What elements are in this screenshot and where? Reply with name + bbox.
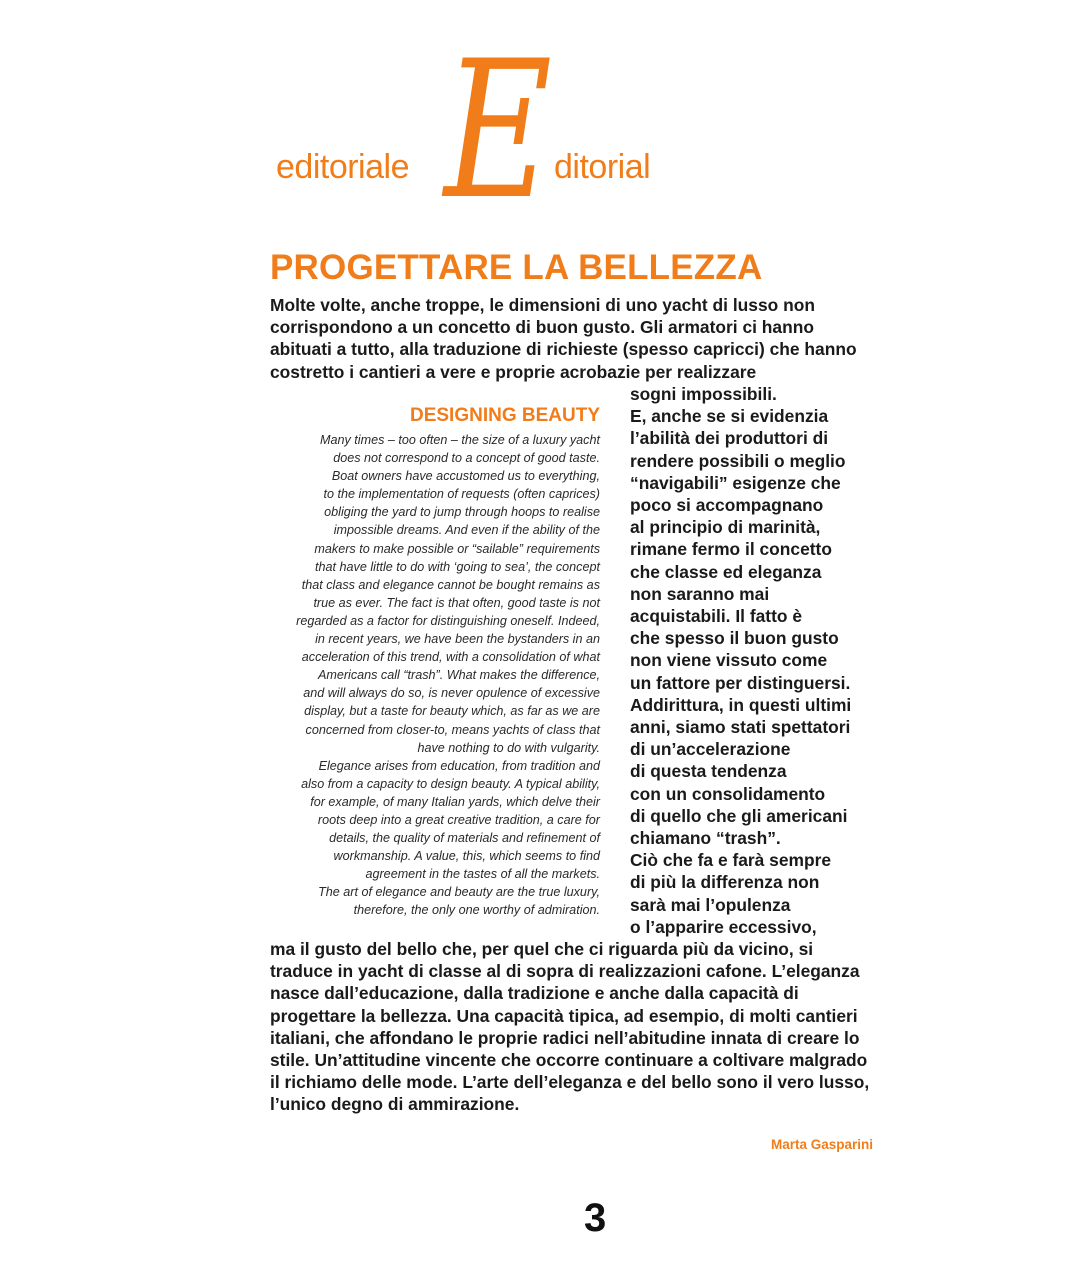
page-title: PROGETTARE LA BELLEZZA bbox=[270, 248, 763, 287]
italian-closing-paragraph: ma il gusto del bello che, per quel che ci riguarda più da vicino, si traduce in yacht di classe al di sopra di realizzazioni cafone. L’eleganza nasce dall’educazione, dalla tradizione e anche dalla capacità di progettare la bellezza. Una capacità tipica, ad esempio, di molti cantieri italiani, che affondano le proprie radici nell’abitudine innata di creare lo stile. Un’attitudine vincente che occorre continuare a coltivare malgrado il richiamo delle mode. L’arte dell’eleganza e del bello sono il vero lusso, l’unico degno di ammirazione. bbox=[270, 939, 870, 1115]
page-number: 3 bbox=[584, 1196, 607, 1240]
masthead-word-editoriale: editoriale bbox=[276, 148, 409, 186]
english-translation-block bbox=[238, 405, 600, 920]
italian-intro-paragraph: Molte volte, anche troppe, le dimensioni di uno yacht di lusso non corrispondono a un concetto di buon gusto. Gli armatori ci hanno abituati a tutto, alla traduzione di richieste (spesso capricci) che hanno costretto i cantieri a vere e proprie acrobazie per realizzare bbox=[270, 295, 857, 382]
english-body-text: Many times – too often – the size of a luxury yacht does not correspond to a concept of good taste. Boat owners have accustomed us to everything, to the implementation of requests (often caprices) obliging the yard to jump through hoops to realise impossible dreams. And even if the ability of the makers to make possible or “sailable” requirements that have little to do with ‘going to sea’, the concept that class and elegance cannot be bought remains as true as ever. The fact is that often, good taste is not regarded as a factor for distinguishing oneself. Indeed, in recent years, we have been the bystanders in an acceleration of this trend, with a consolidation of what Americans call “trash”. What makes the difference, and will always do so, is never opulence of excessive display, but a taste for beauty which, as far as we are concerned from closer-to, means yachts of class that have nothing to do with vulgarity. Elegance arises from education, from tradition and also from a capacity to design beauty. A typical ability, for example, of many Italian yards, which delve their roots deep into a great creative tradition, a care for details, the quality of materials and refinement of workmanship. A value, this, which seems to find agreement in the tastes of all the markets. The art of elegance and beauty are the true luxury, therefore, the only one worthy of admiration. bbox=[296, 433, 600, 918]
english-title: DESIGNING BEAUTY bbox=[409, 405, 600, 426]
author-signature: Marta Gasparini bbox=[770, 1137, 873, 1152]
masthead-word-ditorial: ditorial bbox=[554, 148, 651, 186]
italian-column-text: sogni impossibili. E, anche se si evidenzia l’abilità dei produttori di rendere possibili o meglio “navigabili” esigenze che poco si accompagnano al principio di marinità, rimane fermo il concetto che classe ed eleganza non saranno mai acquistabili. Il fatto è che spesso il buon gusto non viene vissuto come un fattore per distinguersi. Addirittura, in questi ultimi anni, siamo stati spettatori di un’accelerazione di questa tendenza con un consolidamento di quello che gli americani chiamano “trash”. Ciò che fa e farà sempre di più la differenza non sarà mai l’opulenza o l’apparire eccessivo, bbox=[630, 384, 852, 937]
masthead-logo bbox=[0, 0, 1078, 241]
masthead-big-e: E bbox=[444, 20, 553, 241]
